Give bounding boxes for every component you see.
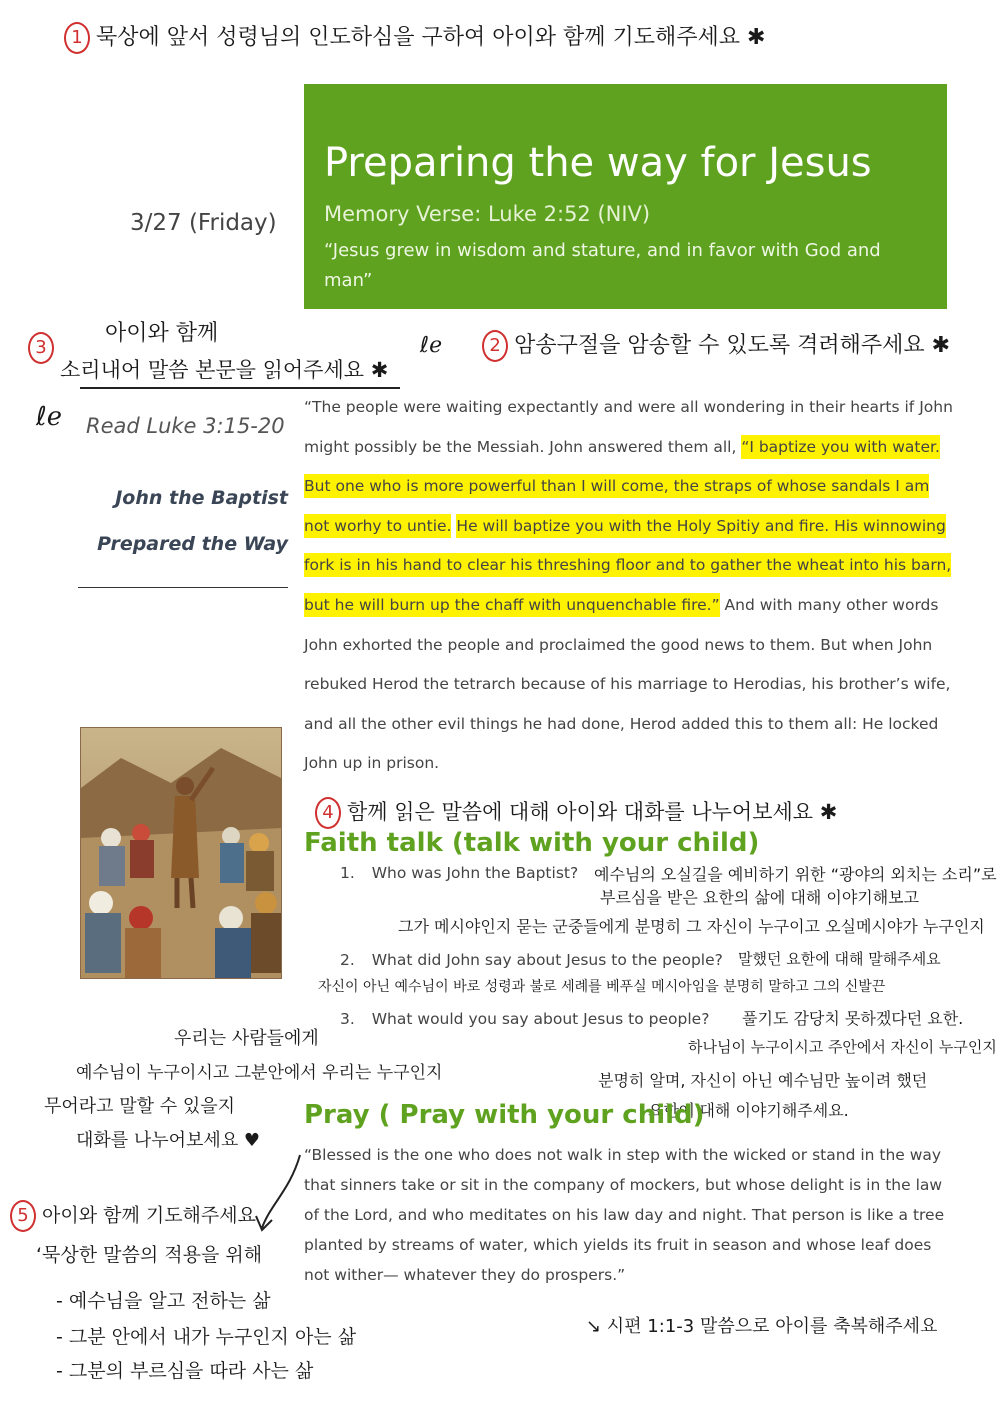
note-2-number: 2 [482,330,508,362]
john-the-baptist-illustration [80,727,282,979]
note-1-text: 묵상에 앞서 성령님의 인도하심을 구하여 아이와 함께 기도해주세요 ✱ [96,25,766,50]
scripture-part-1: “The people were waiting expectantly and were all wondering in their hearts if John might possibly be the Messiah. John answered them all, [304,398,953,456]
note-4-text: 함께 읽은 말씀에 대해 아이와 대화를 나누어보세요 ✱ [347,800,838,824]
question-1 [340,864,578,882]
note-5b: - 예수님을 알고 전하는 삶 [56,1290,271,1312]
loop-mark-icon-2: ℓℯ [36,402,63,432]
answer-2d: 하나님이 누구이시고 주안에서 자신이 누구인지 [688,1038,997,1056]
loop-mark-icon: ℓℯ [420,333,443,358]
memory-verse-label: Memory Verse: Luke 2:52 (NIV) [324,202,651,226]
prayer-text: “Blessed is the one who does not walk in step with the wicked or stand in the way that sinners take or sit in the company of mockers, but whose delight is in the law of the Lord, and who meditates on his law day and night. That person is like a tree planted by streams of water, which yields its fruit in season and whose leaf does not wither— whatever they do prospers.” [304,1146,945,1284]
reading-heading-1: John the Baptist [115,487,288,509]
answer-1c: 그가 메시야인지 묻는 군중들에게 분명히 그 자신이 누구이고 오실메시야가 누구인지 [398,917,985,936]
question-2-num: 2. [340,951,355,969]
faith-talk-title: Faith talk (talk with your child) [304,828,760,858]
scripture-highlight-1: “I baptize you with water. But one who is more powerful than I will come, the straps of whose sandals I am not worhy to untie. [304,435,940,538]
note-1 [64,20,765,54]
answer-1b: 부르심을 받은 요한의 삶에 대해 이야기해보고 [600,888,920,907]
answer-2c: 풀기도 감당치 못하겠다던 요한. [742,1009,964,1028]
arrow-icon [250,1150,310,1240]
left-note-c: 무어라고 말할 수 있을지 [44,1096,236,1117]
reading-ref: Read Luke 3:15-20 [86,414,285,438]
date-label: 3/27 (Friday) [130,210,277,236]
note-5-text: 아이와 함께 기도해주세요 [42,1204,256,1227]
question-2-text: What did John say about Jesus to the people? [371,951,723,969]
note-5c: - 그분 안에서 내가 누구인지 아는 삶 [56,1326,357,1348]
answer-2f: 요한에 대해 이야기해주세요. [648,1101,849,1120]
note-3-number-wrap [28,332,60,364]
note-5-number: 5 [10,1200,36,1232]
divider [78,587,288,588]
note-3-line2: 소리내어 말씀 본문을 읽어주세요 ✱ [60,358,389,382]
question-3-num: 3. [340,1010,355,1028]
note-1-number: 1 [64,22,90,54]
question-3-text: What would you say about Jesus to people? [371,1010,710,1028]
answer-1a: 예수님의 오실길을 예비하기 위한 “광야의 외치는 소리”로 [594,865,997,884]
note-2 [420,328,950,362]
scripture-part-2: And with many other words John exhorted the people and proclaimed the good news to them. But when John rebuked Herod the tetrarch because of his marriage to Herodias, his brother’s wife, and all the other evil things he had done, Herod added this to them all: He locked John up in prison. [304,595,951,773]
memory-verse-quote: “Jesus grew in wisdom and stature, and in favor with God and man” [324,240,881,291]
answer-2a: 말했던 요한에 대해 말해주세요 [738,950,941,968]
scripture-highlight-2: He will baptize you with the Holy Spitiy and fire. His winnowing fork is in his hand to clear his threshing floor and to gather the wheat into his barn, but he will burn up the chaff with unquenchable fire.” [304,514,951,617]
question-1-num: 1. [340,864,355,882]
answer-2b: 자신이 아닌 예수님이 바로 성령과 불로 세례를 베푸실 메시아임을 분명히 말하고 그의 신발끈 [318,979,886,995]
title-banner [304,84,947,309]
illustration-svg [81,728,281,978]
left-note-a: 우리는 사람들에게 [174,1028,319,1049]
scripture-text [304,388,954,784]
note-3-number: 3 [28,332,54,364]
left-note-b: 예수님이 누구이시고 그분안에서 우리는 누구인지 [76,1063,443,1083]
note-4-number: 4 [315,797,341,829]
page-title: Preparing the way for Jesus [324,140,872,186]
note-2-text: 암송구절을 암송할 수 있도록 격려해주세요 ✱ [514,333,951,358]
note-4 [315,796,837,829]
reading-heading-2: Prepared the Way [97,533,288,555]
psalm-note: ↘ 시편 1:1-3 말씀으로 아이를 축복해주세요 [586,1316,938,1337]
question-2 [340,951,723,969]
note-5a: ‘묵상한 말씀의 적용을 위해 [36,1244,263,1266]
answer-2e: 분명히 알며, 자신이 아닌 예수님만 높이려 했던 [598,1071,928,1090]
pray-title: Pray ( Pray with your child) [304,1100,705,1130]
question-1-text: Who was John the Baptist? [371,864,579,882]
note-5 [10,1200,256,1232]
left-note-d: 대화를 나누어보세요 ♥ [76,1130,261,1151]
note-3-line1: 아이와 함께 [105,321,219,346]
note-5d: - 그분의 부르심을 따라 사는 삶 [56,1360,314,1382]
question-3 [340,1010,709,1028]
